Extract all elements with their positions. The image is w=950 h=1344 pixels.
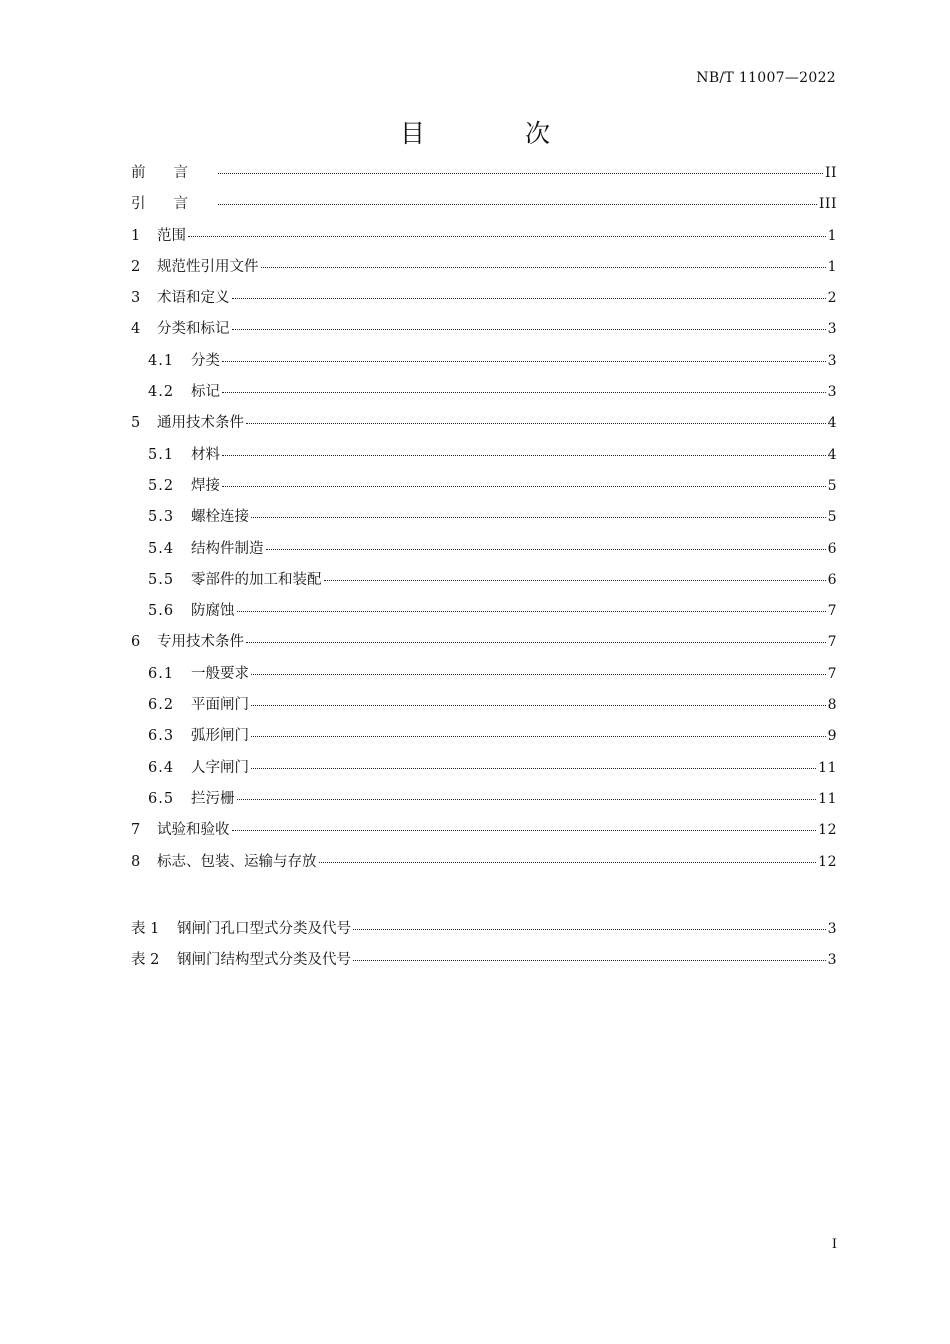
entry-page-number: 3	[827, 952, 837, 969]
dot-leader	[251, 705, 826, 706]
dot-leader	[251, 674, 826, 675]
entry-page-number: 11	[818, 790, 837, 807]
entry-title: 人字闸门	[191, 759, 249, 776]
entry-number: 2	[131, 258, 141, 275]
dot-leader	[218, 173, 823, 174]
dot-leader	[222, 486, 826, 487]
toc-entry[interactable]	[131, 534, 837, 565]
entry-title: 结构件制造	[191, 540, 264, 557]
entry-page-number: 8	[827, 697, 837, 714]
dot-leader	[188, 236, 826, 237]
toc-entry[interactable]	[131, 377, 837, 408]
list-of-tables	[131, 914, 837, 977]
toc-entry[interactable]	[131, 502, 837, 533]
toc-entry[interactable]	[131, 189, 837, 220]
entry-title: 拦污栅	[191, 790, 235, 807]
dot-leader	[261, 267, 826, 268]
dot-leader	[266, 549, 826, 550]
entry-title: 防腐蚀	[191, 603, 235, 620]
dot-leader	[218, 204, 817, 205]
toc-entry[interactable]	[131, 784, 837, 815]
entry-number: 7	[131, 822, 141, 839]
toc-entry[interactable]	[131, 565, 837, 596]
entry-number: 表 1	[131, 921, 160, 937]
toc-entry[interactable]	[131, 252, 837, 283]
entry-title: 术语和定义	[157, 290, 230, 307]
entry-number: 5.4	[148, 540, 175, 557]
entry-number: 5	[131, 415, 141, 432]
dot-leader	[237, 611, 826, 612]
entry-page-number: II	[824, 165, 837, 181]
toc-entry[interactable]	[131, 346, 837, 377]
toc-entry[interactable]	[131, 158, 837, 189]
entry-page-number: 7	[827, 603, 837, 620]
dot-leader	[232, 329, 826, 330]
dot-leader	[251, 517, 826, 518]
entry-page-number: 6	[827, 571, 837, 588]
dot-leader	[324, 580, 826, 581]
dot-leader	[232, 830, 817, 831]
entry-number: 表 2	[131, 952, 160, 969]
entry-number: 5.6	[148, 603, 175, 620]
entry-title: 范围	[157, 227, 186, 244]
entry-page-number: 3	[827, 321, 837, 338]
entry-title: 前言	[131, 165, 216, 181]
toc-entry[interactable]	[131, 690, 837, 721]
dot-leader	[319, 862, 817, 863]
toc-entry[interactable]	[131, 314, 837, 345]
entry-title: 平面闸门	[191, 697, 249, 714]
toc-entry[interactable]	[131, 471, 837, 502]
entry-number: 6	[131, 634, 141, 651]
toc-entry[interactable]	[131, 596, 837, 627]
entry-title: 试验和验收	[157, 822, 230, 839]
dot-leader	[353, 960, 826, 961]
dot-leader	[251, 768, 816, 769]
entry-title: 钢闸门结构型式分类及代号	[177, 952, 351, 969]
entry-page-number: 3	[827, 921, 837, 937]
dot-leader	[222, 361, 826, 362]
entry-page-number: 1	[827, 227, 837, 244]
entry-title: 专用技术条件	[157, 634, 244, 651]
entry-page-number: 12	[818, 853, 837, 870]
entry-page-number: 7	[827, 665, 837, 682]
toc-entry[interactable]	[131, 659, 837, 690]
toc-entry[interactable]	[131, 815, 837, 846]
dot-leader	[246, 642, 826, 643]
entry-page-number: 7	[827, 634, 837, 651]
entry-title: 钢闸门孔口型式分类及代号	[177, 921, 351, 937]
toc-entry[interactable]	[131, 847, 837, 878]
dot-leader	[353, 929, 826, 930]
toc-entry[interactable]	[131, 753, 837, 784]
entry-title: 通用技术条件	[157, 415, 244, 432]
toc-entry[interactable]	[131, 440, 837, 471]
entry-page-number: 12	[818, 822, 837, 839]
entry-title: 规范性引用文件	[157, 258, 259, 275]
entry-number: 4	[131, 321, 141, 338]
table-list-entry[interactable]	[131, 914, 837, 945]
entry-page-number: III	[818, 196, 837, 213]
dot-leader	[251, 736, 826, 737]
entry-number: 6.1	[148, 665, 175, 682]
entry-title: 螺栓连接	[191, 509, 249, 526]
entry-number: 1	[131, 227, 141, 244]
entry-page-number: 3	[827, 384, 837, 401]
table-list-entry[interactable]	[131, 945, 837, 976]
entry-page-number: 5	[827, 477, 837, 494]
entry-number: 3	[131, 290, 141, 307]
entry-title: 材料	[191, 446, 220, 463]
entry-title: 一般要求	[191, 665, 249, 682]
dot-leader	[246, 423, 826, 424]
entry-title: 分类	[191, 352, 220, 369]
entry-number: 5.1	[148, 446, 175, 463]
standard-code: NB/T 11007—2022	[696, 70, 836, 86]
entry-page-number: 1	[827, 258, 837, 275]
toc-entry[interactable]	[131, 721, 837, 752]
entry-number: 8	[131, 853, 141, 870]
entry-number: 5.2	[148, 477, 175, 494]
entry-page-number: 9	[827, 728, 837, 745]
page-title: 目 次	[400, 119, 596, 148]
entry-title: 标志、包装、运输与存放	[157, 853, 317, 870]
entry-number: 6.4	[148, 759, 175, 776]
toc-entry[interactable]	[131, 627, 837, 658]
entry-title: 零部件的加工和装配	[191, 571, 322, 588]
entry-title: 分类和标记	[157, 321, 230, 338]
entry-number: 6.5	[148, 790, 175, 807]
dot-leader	[222, 455, 826, 456]
entry-page-number: 5	[827, 509, 837, 526]
dot-leader	[237, 799, 817, 800]
entry-number: 4.1	[148, 352, 175, 369]
entry-number: 6.2	[148, 697, 175, 714]
dot-leader	[232, 298, 826, 299]
entry-number: 5.3	[148, 509, 175, 526]
entry-title: 引言	[131, 196, 216, 213]
entry-page-number: 4	[827, 415, 837, 432]
entry-number: 6.3	[148, 728, 175, 745]
toc-entry[interactable]	[131, 408, 837, 439]
dot-leader	[222, 392, 826, 393]
toc-entry[interactable]	[131, 221, 837, 252]
entry-title: 焊接	[191, 477, 220, 494]
entry-page-number: 4	[827, 446, 837, 463]
table-of-contents	[131, 158, 837, 878]
toc-entry[interactable]	[131, 283, 837, 314]
entry-page-number: 2	[827, 290, 837, 307]
entry-title: 标记	[191, 384, 220, 401]
entry-page-number: 11	[818, 759, 837, 776]
entry-number: 5.5	[148, 571, 175, 588]
entry-title: 弧形闸门	[191, 728, 249, 745]
page-number: I	[831, 1237, 837, 1252]
entry-page-number: 3	[827, 352, 837, 369]
entry-page-number: 6	[827, 540, 837, 557]
entry-number: 4.2	[148, 384, 175, 401]
